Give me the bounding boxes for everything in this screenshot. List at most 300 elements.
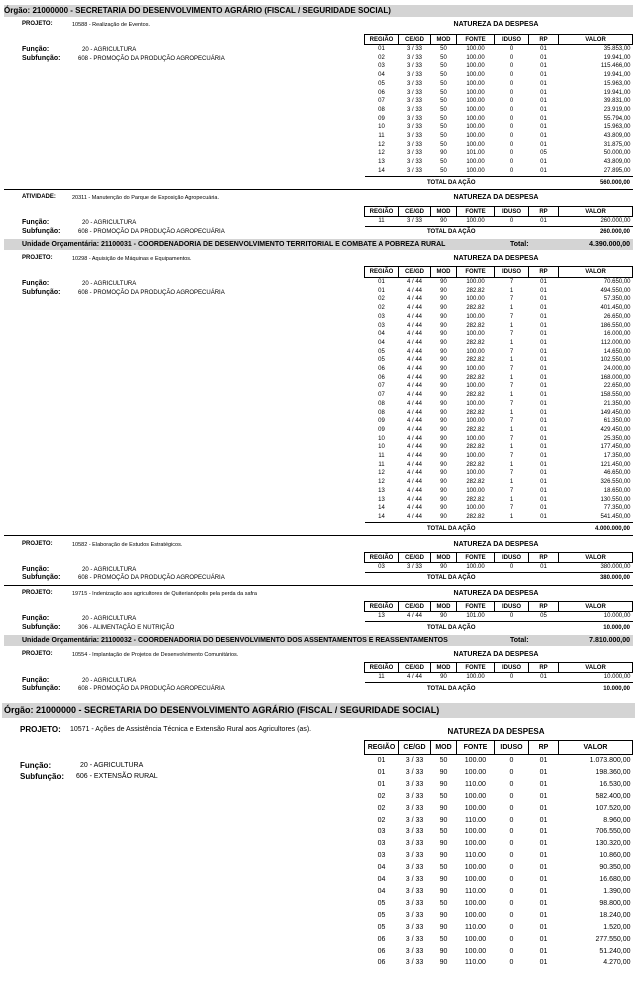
cell-rp: 01 [540,496,547,503]
cell-valor: 25.350,00 [603,435,631,442]
funcao-value: 20 - AGRICULTURA [82,281,137,287]
despesa-table [364,206,633,227]
cell-regiao: 10 [378,435,385,442]
cell-iduso: 0 [509,876,514,884]
projeto-name: 10582 - Elaboração de Estudos Estratégicos. [72,542,183,548]
total-value: 4.000.000,00 [594,526,630,532]
cell-regiao: 12 [378,141,385,148]
cell-fonte: 100.00 [464,899,487,907]
table-row [365,478,633,487]
cell-iduso: 7 [509,418,514,425]
cell-ce-gd: 3 / 33 [406,133,422,140]
cell-iduso: 0 [509,133,514,140]
cell-valor: 107.520,00 [595,804,631,812]
cell-regiao: 05 [377,899,386,907]
total-value: 10.000,00 [603,686,630,692]
cell-ce-gd: 4 / 44 [406,305,422,312]
cell-regiao: 07 [378,383,385,390]
cell-fonte: 100.00 [466,98,485,105]
column-header-valor: VALOR [559,553,633,563]
cell-rp: 01 [540,54,547,61]
column-header-fonte: FONTE [457,207,495,217]
cell-iduso: 1 [509,461,514,468]
table-header-row [365,35,633,45]
cell-ce-gd: 3 / 33 [405,887,424,895]
cell-regiao: 02 [378,296,385,303]
cell-ce-gd: 4 / 44 [406,496,422,503]
column-header-rp: RP [529,35,559,45]
table-header-row [365,267,633,278]
table-row [365,54,633,63]
total-label: TOTAL DA AÇÃO [427,229,476,235]
funcao-value: 20 - AGRICULTURA [82,47,137,53]
cell-valor: 57.350,00 [603,296,631,303]
cell-regiao: 11 [378,133,385,140]
funcao-label: Função: [22,615,50,622]
cell-fonte: 282.82 [466,305,485,312]
cell-ce-gd: 4 / 44 [406,296,422,303]
cell-regiao: 06 [378,374,385,381]
cell-fonte: 100.00 [466,141,485,148]
cell-iduso: 7 [509,348,514,355]
cell-fonte: 282.82 [466,426,485,433]
subfuncao-value: 306 - ALIMENTAÇÃO E NUTRIÇÃO [78,625,175,631]
cell-rp: 01 [540,89,547,96]
cell-valor: 10.000,00 [559,673,633,683]
cell-iduso: 0 [495,612,529,622]
cell-fonte: 110.00 [465,780,486,788]
cell-regiao: 04 [377,876,386,884]
cell-fonte: 100.00 [464,768,487,776]
cell-mod: 90 [440,313,447,320]
natureza-header: NATUREZA DA DESPESA [453,590,539,597]
cell-fonte: 282.82 [457,513,495,522]
cell-ce-gd: 3 / 33 [405,959,424,967]
cell-regiao: 03 [365,563,399,573]
column-header-valor: VALOR [559,35,633,45]
cell-iduso: 0 [495,673,529,683]
table-row [365,803,633,815]
cell-valor: 115.466,00 [600,63,631,70]
cell-ce-gd: 3 / 33 [399,167,431,176]
column-header-iduso: IDUSO [495,741,529,755]
cell-valor: 177.450,00 [600,444,631,451]
cell-mod: 90 [439,947,448,955]
cell-valor: 706.550,00 [595,828,631,836]
cell-rp: 01 [529,278,559,287]
projeto-label: PROJETO: [22,255,53,261]
cell-valor: 8.960,00 [603,816,631,824]
cell-ce-gd: 3 / 33 [406,115,422,122]
cell-rp: 01 [540,479,547,486]
table-row [365,957,633,969]
cell-iduso: 0 [509,804,514,812]
total-label: TOTAL DA AÇÃO [427,625,476,631]
subfuncao-label: Subfunção: [20,772,64,781]
cell-valor: 15.963,00 [603,80,631,87]
cell-ce-gd: 3 / 33 [405,923,424,931]
cell-rp: 01 [529,167,559,176]
cell-rp: 01 [540,444,547,451]
natureza-header: NATUREZA DA DESPESA [453,21,539,28]
table-row [365,295,633,304]
cell-rp: 01 [540,348,547,355]
table-row [365,339,633,348]
cell-ce-gd: 3 / 33 [405,780,424,788]
cell-rp: 01 [539,947,548,955]
table-row [365,71,633,80]
cell-iduso: 0 [509,828,514,836]
cell-iduso: 1 [495,513,529,522]
cell-ce-gd: 3 / 33 [406,98,422,105]
cell-rp: 01 [539,816,548,824]
cell-fonte: 282.82 [466,374,485,381]
cell-iduso: 0 [509,80,514,87]
cell-iduso: 0 [509,899,514,907]
natureza-header: NATUREZA DA DESPESA [453,651,539,658]
cell-mod: 90 [440,400,447,407]
cell-ce-gd: 3 / 33 [405,852,424,860]
table-row [365,80,633,89]
cell-rp: 01 [540,505,547,512]
table-row [365,365,633,374]
projeto-label: PROJETO: [22,590,53,596]
cell-mod: 50 [439,864,448,872]
cell-iduso: 0 [509,98,514,105]
natureza-header: NATUREZA DA DESPESA [453,194,539,201]
cell-mod: 90 [440,287,447,294]
cell-rp: 05 [529,612,559,622]
cell-rp: 01 [539,852,548,860]
cell-mod: 90 [439,816,448,824]
table-row [365,348,633,357]
table-row [365,443,633,452]
cell-regiao: 05 [378,80,385,87]
cell-rp: 01 [540,296,547,303]
cell-mod: 50 [431,167,457,176]
cell-fonte: 100.00 [464,864,487,872]
cell-mod: 50 [440,63,447,70]
cell-rp: 01 [540,426,547,433]
cell-rp: 01 [540,470,547,477]
cell-iduso: 7 [509,505,514,512]
cell-rp: 01 [539,911,548,919]
column-header-regiao: REGIÃO [365,663,399,673]
unidade-title: Unidade Orçamentária: 21100032 - COORDENADORIA DO DESENVOLVIMENTO DOS ASSENTAMENTOS E REASSENTAMENTOS [22,637,448,644]
cell-rp: 01 [529,563,559,573]
cell-valor: 494.550,00 [600,287,631,294]
cell-valor: 4.270,00 [603,959,631,967]
cell-valor: 186.550,00 [600,322,631,329]
cell-ce-gd: 4 / 44 [406,461,422,468]
cell-regiao: 08 [378,409,385,416]
table-header-row [365,602,633,612]
cell-iduso: 0 [509,72,514,79]
cell-iduso: 1 [509,305,514,312]
cell-ce-gd: 3 / 33 [399,217,431,227]
total-label: TOTAL DA AÇÃO [427,180,476,186]
cell-regiao: 09 [378,115,385,122]
cell-mod: 50 [440,133,447,140]
cell-mod: 90 [440,487,447,494]
cell-iduso: 0 [495,167,529,176]
funcao-label: Função: [22,46,50,53]
cell-iduso: 0 [509,115,514,122]
cell-mod: 90 [440,296,447,303]
cell-iduso: 7 [509,435,514,442]
cell-ce-gd: 3 / 33 [406,80,422,87]
cell-rp: 01 [539,804,548,812]
cell-fonte: 282.82 [466,444,485,451]
cell-mod: 90 [439,804,448,812]
cell-rp: 01 [539,923,548,931]
cell-valor: 260.000,00 [559,217,633,227]
cell-regiao: 02 [378,305,385,312]
cell-valor: 43.809,00 [603,133,631,140]
column-header-rp: RP [529,741,559,755]
cell-valor: 149.450,00 [600,409,631,416]
cell-regiao: 11 [378,453,385,460]
cell-ce-gd: 3 / 33 [406,106,422,113]
cell-rp: 01 [540,106,547,113]
cell-regiao: 04 [377,887,386,895]
cell-regiao: 10 [378,444,385,451]
cell-rp: 01 [540,461,547,468]
table-row [365,886,633,898]
cell-valor: 16.530,00 [599,780,631,788]
cell-iduso: 0 [509,124,514,131]
cell-fonte: 282.82 [466,392,485,399]
cell-iduso: 1 [509,287,514,294]
cell-rp: 01 [540,159,547,166]
unidade-title: Unidade Orçamentária: 21100031 - COORDENADORIA DE DESENVOLVIMENTO TERRITORIAL E COMBATE A POBREZA RURAL [22,241,446,248]
cell-iduso: 0 [509,935,514,943]
unidade-total-label: Total: [510,241,529,248]
cell-valor: 19.941,00 [603,89,631,96]
cell-iduso: 0 [509,840,514,848]
cell-fonte: 100.00 [464,876,487,884]
cell-valor: 10.860,00 [599,852,631,860]
unidade-total: 4.390.000,00 [589,241,630,248]
cell-ce-gd: 3 / 33 [406,141,422,148]
cell-mod: 50 [440,80,447,87]
cell-valor: 55.794,00 [603,115,631,122]
cell-iduso: 1 [509,357,514,364]
table-row [365,409,633,418]
cell-mod: 90 [440,453,447,460]
cell-regiao: 13 [378,496,385,503]
cell-regiao: 09 [378,418,385,425]
cell-valor: 16.000,00 [603,331,631,338]
unidade-header [4,635,633,646]
cell-mod: 90 [440,366,447,373]
table-row [365,487,633,496]
cell-valor: 380.000,00 [559,563,633,573]
cell-fonte: 100.00 [466,505,485,512]
cell-valor: 1.520,00 [603,923,631,931]
column-header-rp: RP [529,553,559,563]
cell-mod: 90 [439,959,448,967]
cell-valor: 61.350,00 [603,418,631,425]
cell-ce-gd: 3 / 33 [406,54,422,61]
cell-mod: 50 [440,141,447,148]
cell-mod: 90 [439,887,448,895]
column-header-valor: VALOR [559,267,633,278]
table-row [365,874,633,886]
cell-ce-gd: 4 / 44 [406,331,422,338]
cell-iduso: 0 [509,911,514,919]
cell-fonte: 100.00 [466,133,485,140]
cell-valor: 541.450,00 [559,513,633,522]
cell-iduso: 7 [509,400,514,407]
cell-valor: 14.650,00 [603,348,631,355]
table-row [365,97,633,106]
column-header-ce-gd: CE/GD [399,741,431,755]
funcao-label: Função: [22,280,50,287]
cell-valor: 198.360,00 [595,768,631,776]
cell-rp: 01 [540,383,547,390]
cell-mod: 50 [431,755,457,767]
cell-fonte: 100.00 [457,167,495,176]
subfuncao-label: Subfunção: [22,624,61,631]
table-row [365,673,633,683]
cell-regiao: 01 [377,768,386,776]
funcao-value: 20 - AGRICULTURA [82,220,137,226]
cell-valor: 1.073.800,00 [559,755,633,767]
column-header-mod: MOD [431,35,457,45]
funcao-label: Função: [22,677,50,684]
cell-regiao: 12 [378,479,385,486]
cell-ce-gd: 3 / 33 [405,899,424,907]
cell-fonte: 282.82 [466,357,485,364]
column-header-regiao: REGIÃO [365,207,399,217]
unidade-header [4,239,633,250]
unidade-total-label: Total: [510,637,529,644]
cell-mod: 90 [440,348,447,355]
table-row [365,934,633,946]
cell-valor: 16.680,00 [599,876,631,884]
cell-mod: 50 [440,72,447,79]
cell-fonte: 282.82 [466,339,485,346]
cell-mod: 90 [440,426,447,433]
cell-iduso: 0 [509,816,514,824]
cell-mod: 90 [439,780,448,788]
orgao-header [2,703,635,718]
table-row [365,862,633,874]
cell-fonte: 100.00 [466,313,485,320]
cell-fonte: 282.82 [466,479,485,486]
table-row [365,850,633,862]
projeto-label: PROJETO: [22,21,53,27]
table-row [365,167,633,176]
projeto-name: 10554 - Implantação de Projetos de Desenvolvimento Comunitários. [72,652,239,658]
cell-iduso: 7 [509,366,514,373]
column-header-rp: RP [529,207,559,217]
cell-regiao: 13 [378,487,385,494]
despesa-table [364,34,633,177]
cell-fonte: 110.00 [465,959,486,967]
table-row [365,123,633,132]
column-header-fonte: FONTE [457,35,495,45]
cell-iduso: 0 [495,217,529,227]
cell-fonte: 100.00 [457,45,495,54]
cell-mod: 90 [440,479,447,486]
cell-rp: 01 [540,287,547,294]
cell-fonte: 110.00 [465,887,486,895]
table-row [365,330,633,339]
cell-rp: 01 [540,374,547,381]
cell-ce-gd: 4 / 44 [406,366,422,373]
cell-mod: 50 [439,792,448,800]
cell-valor: 90.350,00 [599,864,631,872]
cell-rp: 01 [540,409,547,416]
cell-ce-gd: 3 / 33 [405,828,424,836]
column-header-fonte: FONTE [457,553,495,563]
table-row [365,382,633,391]
column-header-regiao: REGIÃO [365,35,399,45]
cell-fonte: 110.00 [465,923,486,931]
cell-valor: 43.809,00 [603,159,631,166]
divider [4,585,633,586]
cell-ce-gd: 4 / 44 [406,400,422,407]
cell-fonte: 100.00 [466,89,485,96]
table-row [365,115,633,124]
cell-mod: 90 [439,911,448,919]
cell-iduso: 0 [509,923,514,931]
cell-valor: 50.000,00 [603,150,631,157]
cell-fonte: 100.00 [466,435,485,442]
table-row [365,89,633,98]
total-value: 260.000,00 [599,229,630,235]
cell-ce-gd: 4 / 44 [406,426,422,433]
cell-regiao: 04 [377,864,386,872]
funcao-label: Função: [22,219,50,226]
cell-regiao: 04 [378,339,385,346]
cell-rp: 01 [529,673,559,683]
table-row [365,563,633,573]
table-row [365,313,633,322]
cell-ce-gd: 4 / 44 [406,487,422,494]
cell-rp: 01 [540,63,547,70]
cell-regiao: 05 [377,923,386,931]
cell-iduso: 0 [509,780,514,788]
cell-ce-gd: 3 / 33 [406,89,422,96]
cell-fonte: 100.00 [466,296,485,303]
table-row [365,374,633,383]
cell-rp: 01 [539,828,548,836]
cell-mod: 50 [440,115,447,122]
subfuncao-value: 608 - PROMOÇÃO DA PRODUÇÃO AGROPECUÁRIA [78,229,225,235]
cell-valor: 70.650,00 [559,278,633,287]
cell-valor: 39.831,00 [603,98,631,105]
cell-rp: 01 [539,935,548,943]
cell-fonte: 100.00 [457,278,495,287]
cell-iduso: 0 [509,768,514,776]
cell-mod: 90 [440,322,447,329]
cell-regiao: 08 [378,400,385,407]
cell-iduso: 0 [509,959,514,967]
cell-fonte: 110.00 [465,816,486,824]
cell-iduso: 1 [509,444,514,451]
total-label: TOTAL DA AÇÃO [427,686,476,692]
column-header-mod: MOD [431,741,457,755]
total-value: 560.000,00 [599,180,630,186]
column-header-valor: VALOR [559,207,633,217]
table-header-row [365,553,633,563]
cell-iduso: 0 [509,864,514,872]
cell-mod: 90 [439,852,448,860]
total-label: TOTAL DA AÇÃO [427,575,476,581]
